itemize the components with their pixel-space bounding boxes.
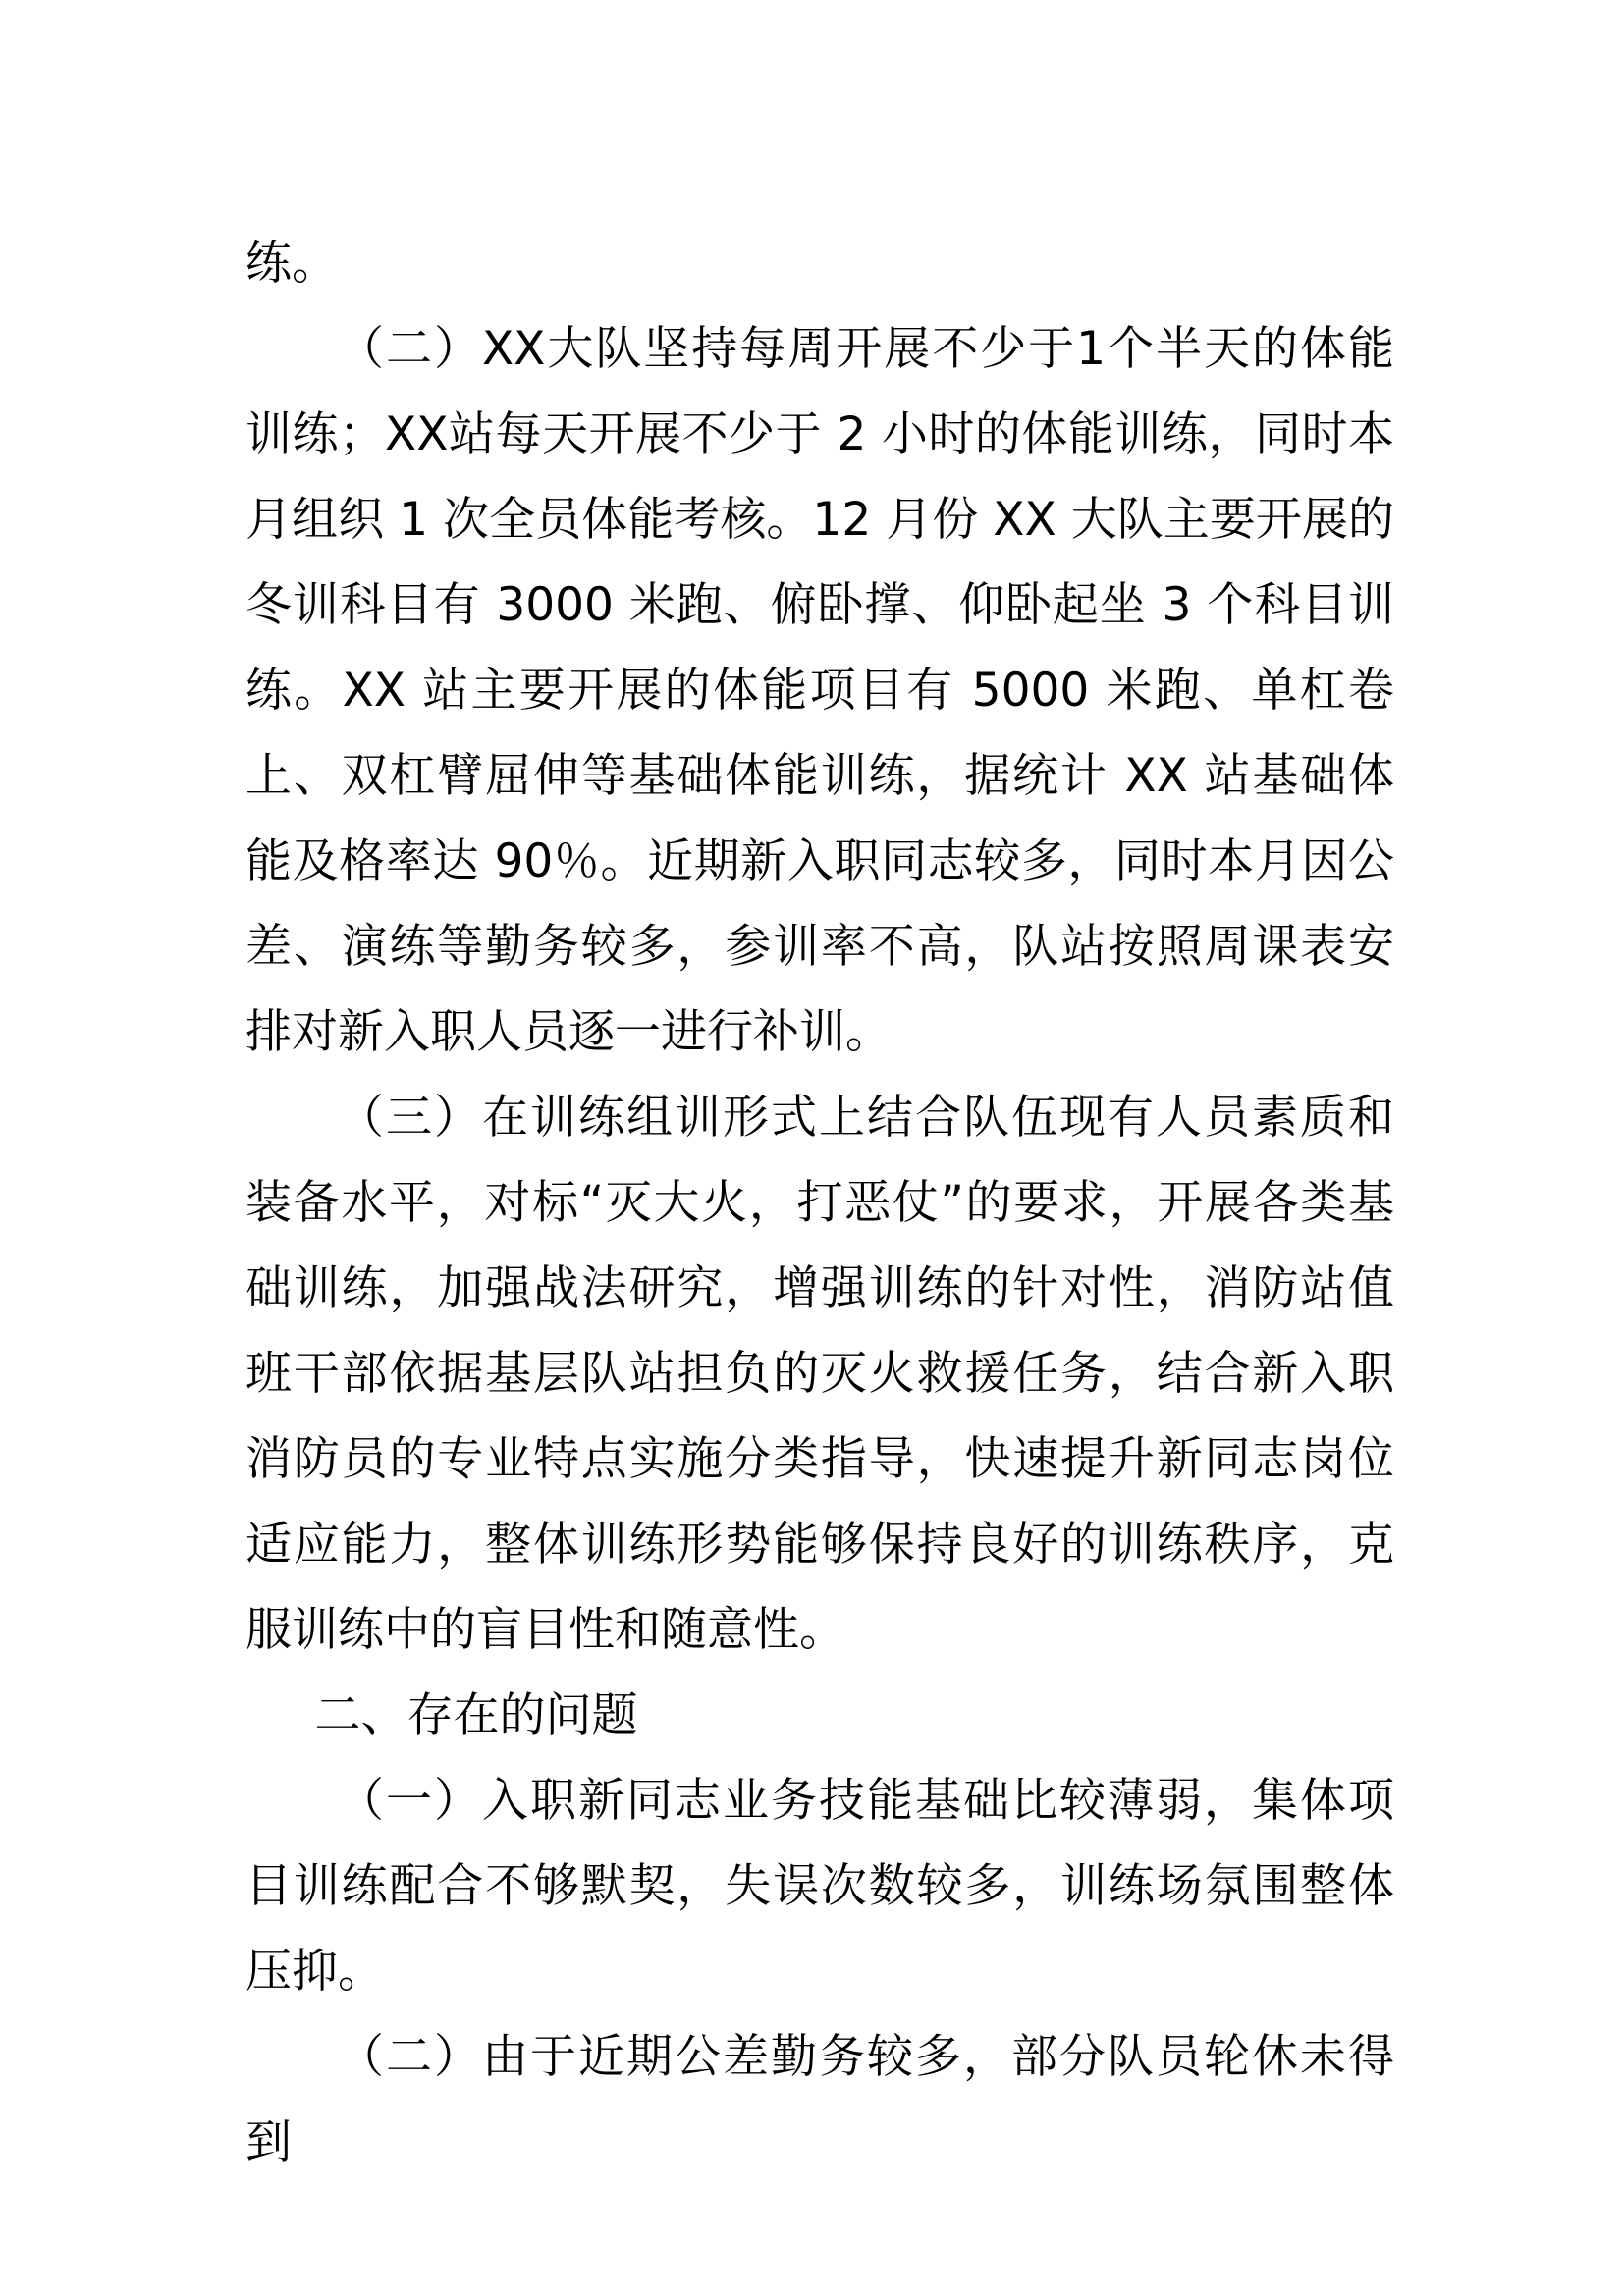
paragraph-problem-1: （一）入职新同志业务技能基础比较薄弱，集体项目训练配合不够默契，失误次数较多，训练场氛围整体压抑。 <box>245 1774 1394 1999</box>
paragraph-continuation: 练。 <box>245 237 338 291</box>
paragraph-problem-2: （二）由于近期公差勤务较多，部分队员轮休未得到 <box>245 2030 1394 2169</box>
section-heading-problems: 二、存在的问题 <box>314 1688 638 1742</box>
paragraph-item-3: （三）在训练组训形式上结合队伍现有人员素质和装备水平，对标“灭大火，打恶仗”的要求，开展各类基础训练，加强战法研究，增强训练的针对性，消防站值班干部依据基层队站担负的灭火救援任务，结合新入职消防员的专业特点实施分类指导，快速提升新同志岗位适应能力，整体训练形势能够保持良好的训练秩序，克服训练中的盲目性和随意性。 <box>245 1091 1394 1657</box>
paragraph-item-2: （二）XX大队坚持每周开展不少于1个半天的体能训练；XX站每天开展不少于 2 小时的体能训练，同时本月组织 1 次全员体能考核。12 月份 XX 大队主要开展的冬训科目有 3000 米跑、俯卧撑、仰卧起坐 3 个科目训练。XX 站主要开展的体能项目有 5000 米跑、单杠卷上、双杠臂屈伸等基础体能训练，据统计 XX 站基础体能及格率达 90％。近期新入职同志较多，同时本月因公差、演练等勤务较多，参训率不高，队站按照周课表安排对新入职人员逐一进行补训。 <box>245 322 1394 1059</box>
document-body <box>245 221 1394 2185</box>
